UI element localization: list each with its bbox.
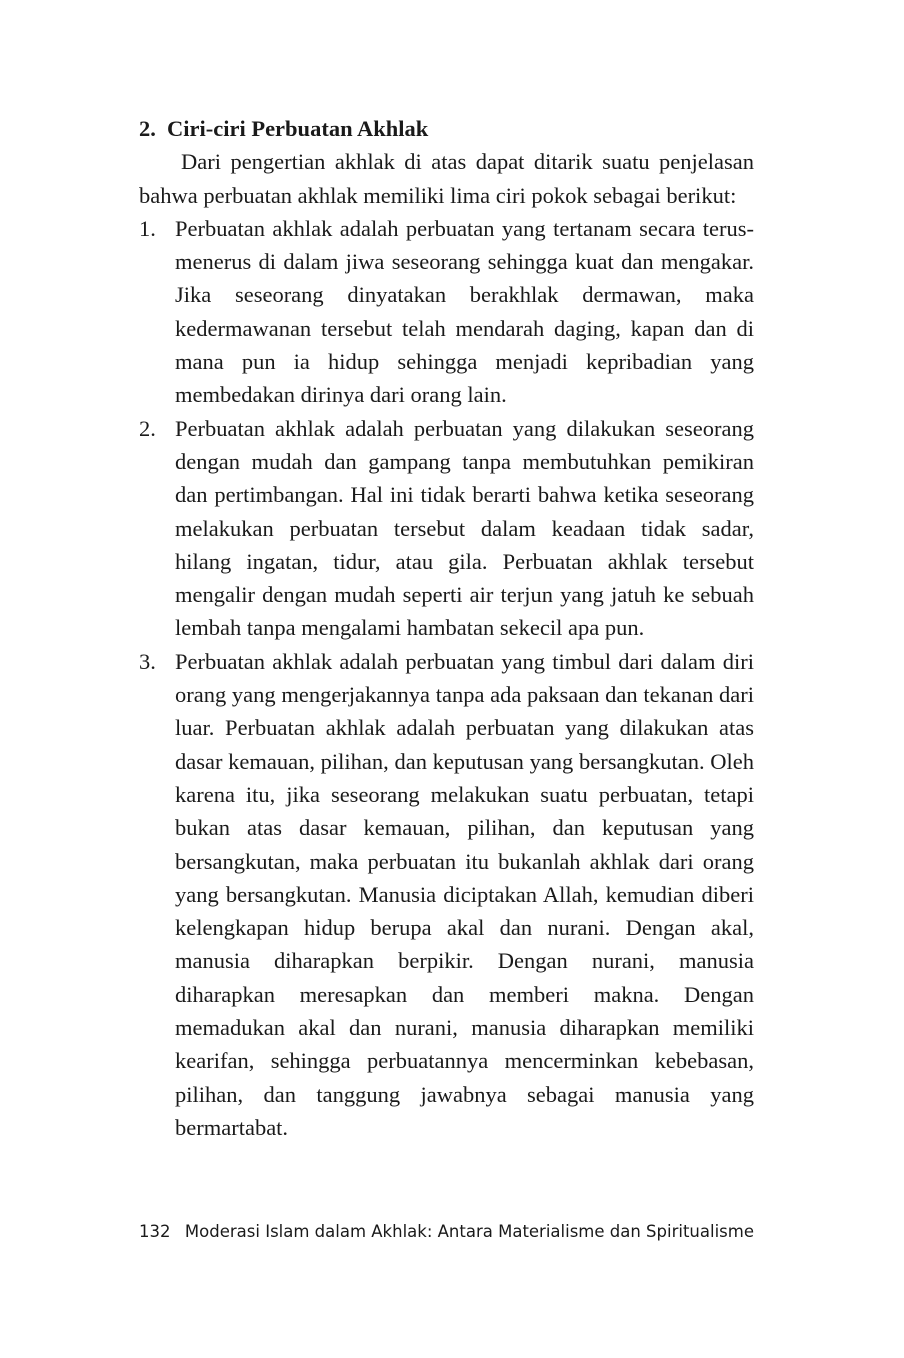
list-item-text: Perbuatan akhlak adalah perbuatan yang tertanam secara terus-menerus di dalam jiwa seseorang sehingga kuat dan mengakar. Jika seseorang dinyatakan berakhlak dermawan, maka kedermawanan tersebut telah mendarah daging, kapan dan di mana pun ia hidup sehingga menjadi kepribadian yang membedakan dirinya dari orang lain.	[175, 215, 754, 408]
page-content	[139, 112, 754, 1144]
section-number: 2.	[139, 116, 156, 141]
list-item-number: 2.	[139, 415, 156, 441]
list-item	[139, 412, 754, 645]
section-heading	[139, 112, 754, 145]
list-item	[139, 212, 754, 412]
characteristics-list	[139, 212, 754, 1144]
intro-paragraph: Dari pengertian akhlak di atas dapat ditarik suatu penjelasan bahwa perbuatan akhlak memiliki lima ciri pokok sebagai berikut:	[139, 149, 754, 208]
page-number: 132	[139, 1222, 171, 1241]
list-item-text: Perbuatan akhlak adalah perbuatan yang timbul dari dalam diri orang yang mengerjakannya tanpa ada paksaan dan tekanan dari luar. Perbuatan akhlak adalah perbuatan yang dilakukan atas dasar kemauan, pilihan, dan keputusan yang bersangkutan. Oleh karena itu, jika seseorang melakukan suatu perbuatan, tetapi bukan atas dasar kemauan, pilihan, dan keputusan yang bersangkutan, maka perbuatan itu bukanlah akhlak dari orang yang bersangkutan. Manusia diciptakan Allah, kemudian diberi kelengkapan hidup berupa akal dan nurani. Dengan akal, manusia diharapkan berpikir. Dengan nurani, manusia diharapkan meresapkan dan memberi makna. Dengan memadukan akal dan nurani, manusia diharapkan memiliki kearifan, sehingga perbuatannya mencerminkan kebebasan, pilihan, dan tanggung jawabnya sebagai manusia yang bermartabat.	[175, 648, 754, 1140]
list-item-number: 3.	[139, 648, 156, 674]
running-title: Moderasi Islam dalam Akhlak: Antara Materialisme dan Spiritualisme	[184, 1222, 754, 1241]
list-item	[139, 645, 754, 1144]
list-item-number: 1.	[139, 215, 156, 241]
section-title: Ciri-ciri Perbuatan Akhlak	[167, 116, 429, 141]
list-item-text: Perbuatan akhlak adalah perbuatan yang dilakukan seseorang dengan mudah dan gampang tanpa membutuhkan pemikiran dan pertimbangan. Hal ini tidak berarti bahwa ketika seseorang melakukan perbuatan tersebut dalam keadaan tidak sadar, hilang ingatan, tidur, atau gila. Perbuatan akhlak tersebut mengalir dengan mudah seperti air terjun yang jatuh ke sebuah lembah tanpa mengalami hambatan sekecil apa pun.	[175, 415, 754, 641]
page-footer	[139, 1222, 754, 1241]
